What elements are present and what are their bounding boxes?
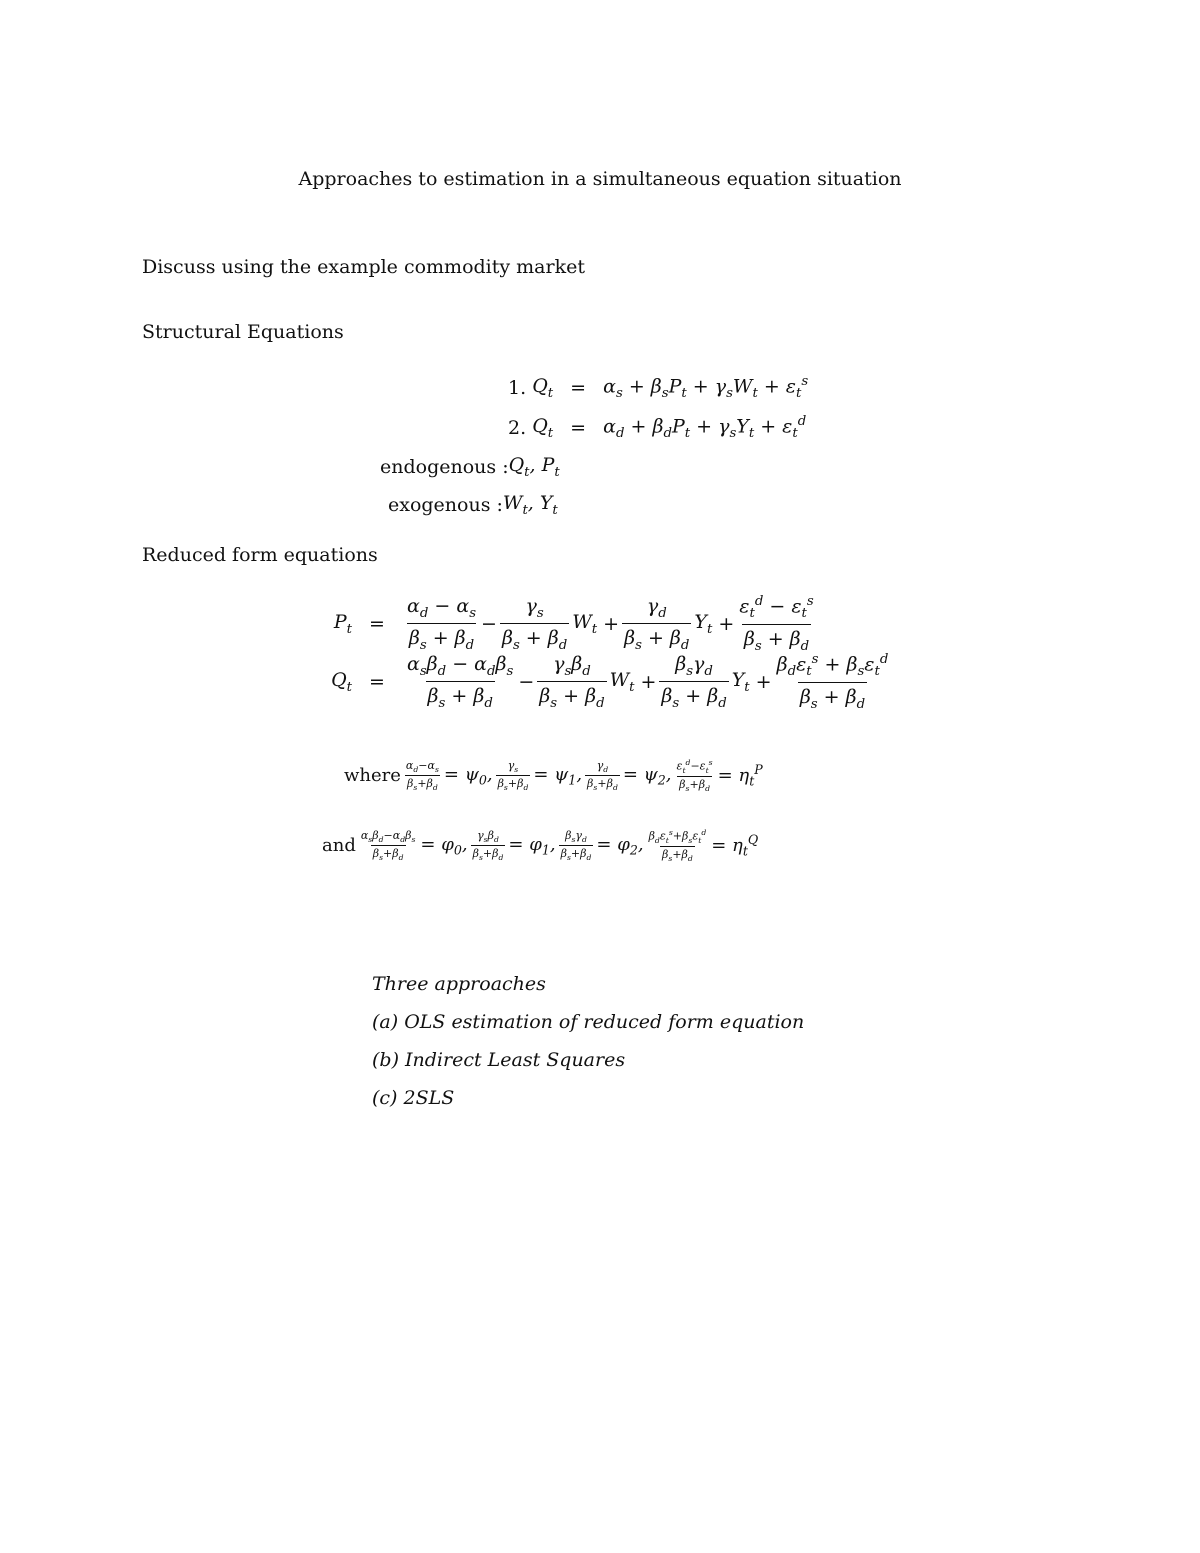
reduced-equation-q: $Q_t$ = $\frac{\alpha_s\beta_d - \alpha_d\beta_s}{\beta_s + \beta_d}$ − $\frac{\gamma_s\beta_d}{\beta_s + \beta_d}$ $W_t$ + $\frac{\beta_s\gamma_d}{\beta_s + \beta_d}$ $Y_t$ + $\frac{\beta_d\varepsilon_t^s + \beta_s\varepsilon_t^d}{\beta_s + \beta_d}$ [331,652,889,712]
and-definitions: and $\alpha_s\beta_d-\alpha_d\beta_s$ $\beta_s+\beta_d$ = $\varphi_0$, $\gamma_s\beta_d$ $\beta_s+\beta_d$ = $\varphi_1$, $\beta_s\gamma_d$ $\beta_s+\beta_d$ = $\varphi_2$, $\beta_d\varepsilon_t^s+\beta_s\varepsilon_t^d$ $\beta_s+\beta_d$ = $\eta_t^Q$ [322,828,759,864]
structural-equation-1: 1. $Q_t$ = $\alpha_s + \beta_sP_t + \gamma_sW_t + \varepsilon_t^s$ [508,374,809,402]
and-label: and [322,835,356,857]
exogenous-label: exogenous : [388,493,503,516]
approach-a: (a) OLS estimation of reduced form equation [372,1011,805,1033]
endogenous-line: endogenous : $Q_t$, $P_t$ [380,454,560,480]
structural-heading: Structural Equations [142,321,344,343]
page-title: Approaches to estimation in a simultaneous equation situation [298,168,902,190]
equation-number-2: 2. [508,416,527,439]
approach-c: (c) 2SLS [372,1087,455,1109]
approach-b: (b) Indirect Least Squares [372,1049,626,1071]
equation-number-1: 1. [508,376,527,399]
structural-equation-2: 2. $Q_t$ = $\alpha_d + \beta_dP_t + \gamma_sY_t + \varepsilon_t^d$ [508,414,807,442]
where-definitions: where $\frac{\alpha_d-\alpha_s}{\beta_s+\beta_d}$ = $\psi_0$, $\frac{\gamma_s}{\beta_s+\beta_d}$ = $\psi_1$, $\frac{\gamma_d}{\beta_s+\beta_d}$ = $\psi_2$, $\varepsilon_t^d-\varepsilon_t^s$ $\beta_s+\beta_d$ = $\eta_t^P$ [344,758,763,794]
endogenous-label: endogenous : [380,455,509,478]
approaches-heading: Three approaches [372,973,546,995]
reduced-heading: Reduced form equations [142,544,378,566]
reduced-equation-p: $P_t$ = $\frac{\alpha_d - \alpha_s}{\beta_s + \beta_d}$ − $\frac{\gamma_s}{\beta_s + \beta_d}$ $W_t$ + $\frac{\gamma_d}{\beta_s + \beta_d}$ $Y_t$ + $\frac{\varepsilon_t^d - \varepsilon_t^s}{\beta_s + \beta_d}$ [333,594,814,654]
where-label: where [344,765,401,787]
exogenous-line: exogenous : $W_t$, $Y_t$ [388,492,558,518]
intro-text: Discuss using the example commodity market [142,256,585,278]
